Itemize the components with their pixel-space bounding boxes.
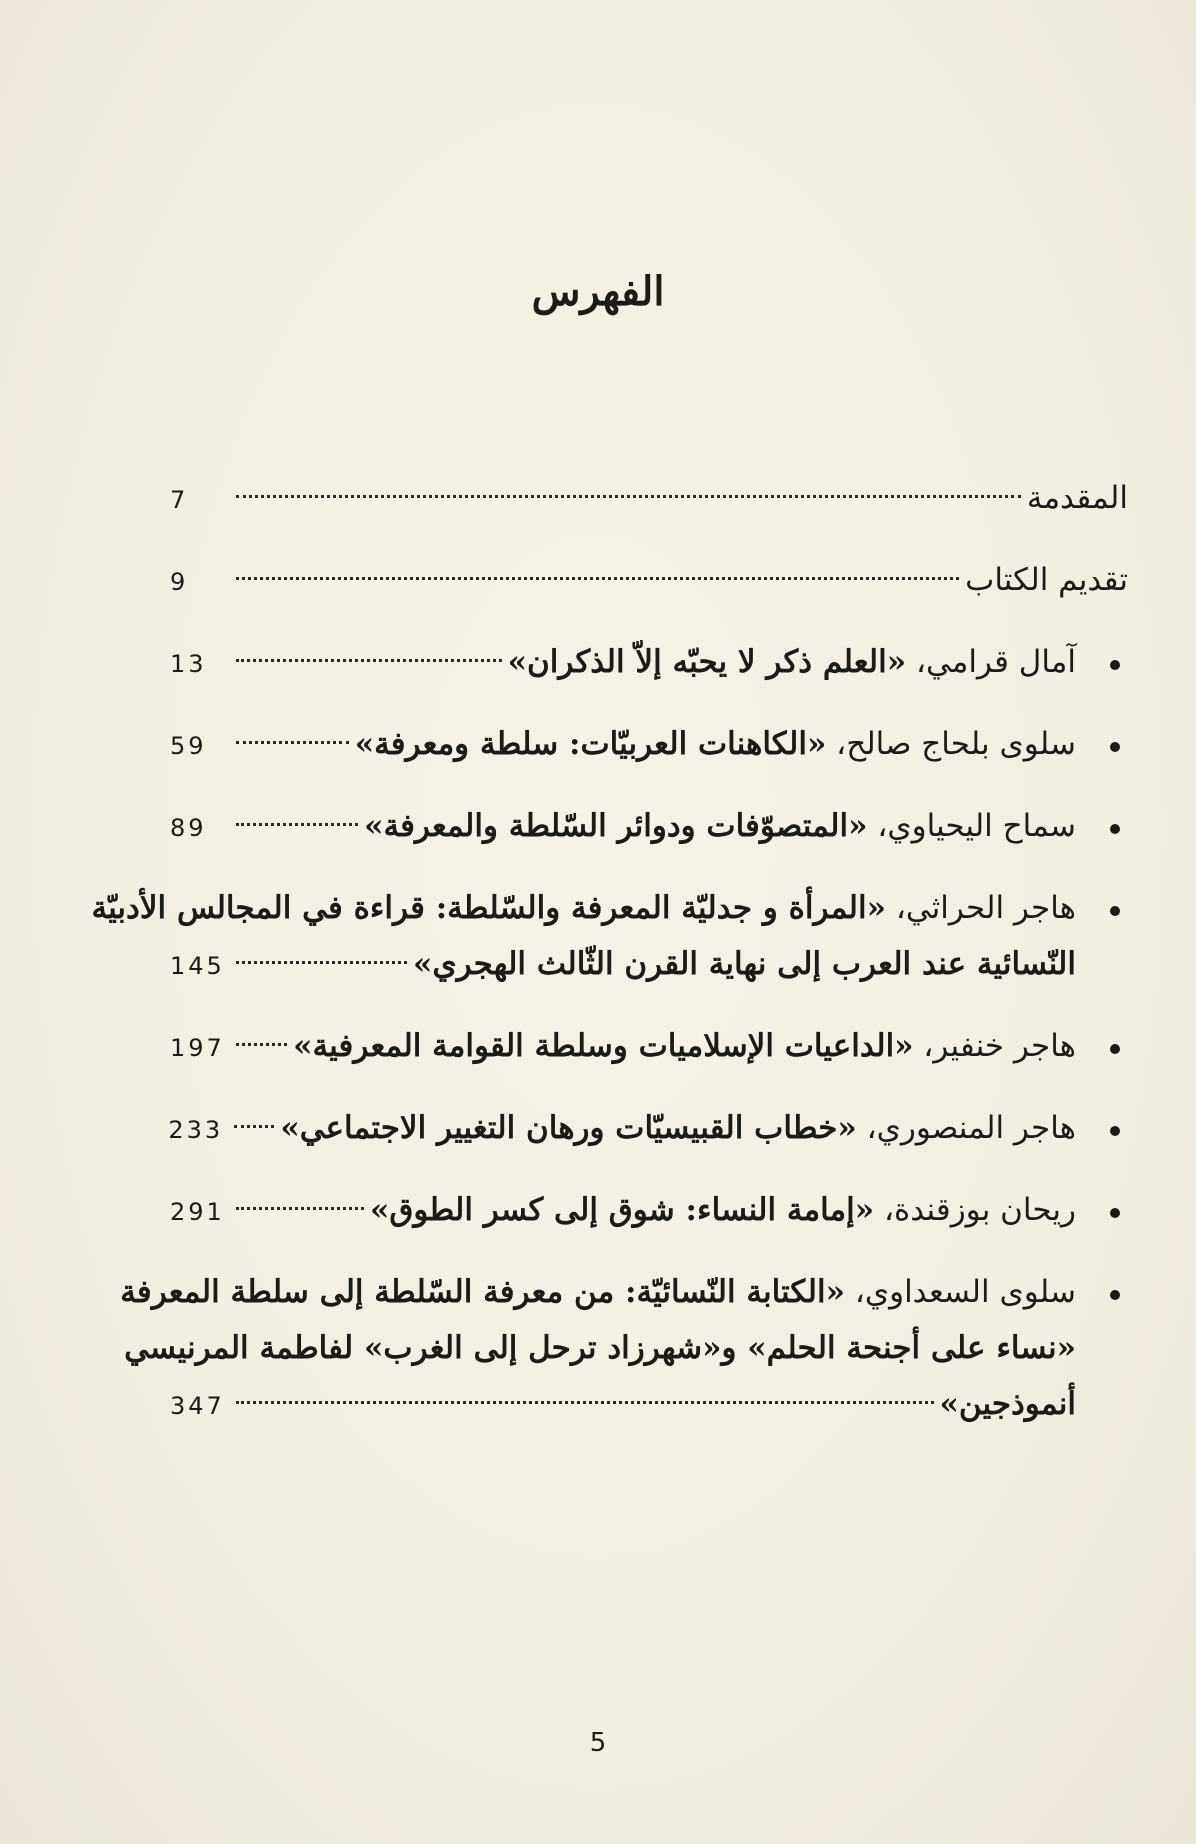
entry-title-continued: «نساء على أجنحة الحلم» و«شهرزاد ترحل إلى الغرب» لفاطمة المرنيسي bbox=[124, 1330, 1076, 1366]
toc-line bbox=[170, 552, 1128, 608]
toc-entry bbox=[170, 1018, 1128, 1074]
bullet-icon bbox=[1110, 906, 1120, 916]
entry-title: «العلم ذكر لا يحبّه إلاّ الذكران» bbox=[507, 644, 907, 680]
entry-author: هاجر الحراثي، bbox=[885, 890, 1076, 926]
entry-author: ريحان بوزقندة، bbox=[874, 1192, 1076, 1228]
toc-line bbox=[170, 716, 1076, 772]
toc-line bbox=[91, 880, 1076, 936]
page-number: 9 bbox=[170, 568, 189, 596]
toc-line bbox=[170, 1182, 1076, 1238]
dot-leader bbox=[236, 823, 358, 826]
entry-title: «الداعيات الإسلاميات وسلطة القوامة المعرفية» bbox=[293, 1028, 914, 1064]
entry-author: هاجر خنفير، bbox=[913, 1028, 1076, 1064]
page-number: 197 bbox=[170, 1034, 225, 1062]
entry-title-continued: النّسائية عند العرب إلى نهاية القرن الثّالث الهجري» bbox=[412, 946, 1076, 982]
toc-entry bbox=[170, 798, 1128, 854]
dot-leader bbox=[236, 1043, 287, 1046]
dot-leader bbox=[236, 741, 349, 744]
entry-title: «المرأة و جدليّة المعرفة والسّلطة: قراءة في المجالس الأدبيّة bbox=[91, 890, 886, 926]
toc-entry bbox=[170, 1182, 1128, 1238]
page-number: 291 bbox=[170, 1198, 225, 1226]
toc-line bbox=[120, 1264, 1076, 1320]
page-number: 59 bbox=[170, 732, 207, 760]
page-number: 89 bbox=[170, 814, 207, 842]
toc-line bbox=[124, 1320, 1076, 1376]
page-number: 347 bbox=[170, 1392, 225, 1420]
entry-title: «الكتابة النّسائيّة: من معرفة السّلطة إلى سلطة المعرفة bbox=[120, 1274, 845, 1310]
toc-entry bbox=[170, 716, 1128, 772]
toc-line bbox=[170, 1376, 1076, 1432]
page-number: 233 bbox=[168, 1116, 224, 1144]
page-number: 145 bbox=[170, 952, 225, 980]
entry-author: سلوى بلحاج صالح، bbox=[826, 726, 1076, 762]
entry-title-continued: أنموذجين» bbox=[939, 1386, 1076, 1422]
bullet-icon bbox=[1110, 1290, 1120, 1300]
toc-entry bbox=[170, 1100, 1128, 1156]
dot-leader bbox=[236, 1401, 934, 1404]
toc-line bbox=[170, 634, 1076, 690]
dot-leader bbox=[236, 659, 502, 662]
toc-entry bbox=[91, 880, 1128, 992]
bullet-icon bbox=[1110, 1208, 1120, 1218]
entry-title: «المتصوّفات ودوائر السّلطة والمعرفة» bbox=[364, 808, 868, 844]
dot-leader bbox=[234, 1125, 274, 1128]
page-number: 7 bbox=[170, 486, 189, 514]
entry-title: «إمامة النساء: شوق إلى كسر الطوق» bbox=[370, 1192, 875, 1228]
entry-author: سماح اليحياوي، bbox=[867, 808, 1076, 844]
bullet-icon bbox=[1110, 660, 1120, 670]
toc-entry bbox=[170, 470, 1128, 526]
toc-entry bbox=[170, 552, 1128, 608]
toc-line bbox=[170, 1018, 1076, 1074]
entry-author: هاجر المنصوري، bbox=[856, 1110, 1076, 1146]
dot-leader bbox=[236, 577, 959, 580]
entry-title: تقديم الكتاب bbox=[965, 562, 1128, 598]
page-folio: 5 bbox=[589, 1728, 607, 1758]
dot-leader bbox=[236, 495, 1021, 498]
bullet-icon bbox=[1110, 824, 1120, 834]
page-number: 13 bbox=[170, 650, 207, 678]
toc-entry bbox=[120, 1264, 1128, 1432]
toc-line bbox=[170, 798, 1076, 854]
bullet-icon bbox=[1110, 742, 1120, 752]
table-of-contents bbox=[91, 470, 1128, 1458]
dot-leader bbox=[236, 1207, 364, 1210]
toc-line bbox=[170, 936, 1076, 992]
entry-title: «خطاب القبيسيّات ورهان التغيير الاجتماعي» bbox=[280, 1110, 857, 1146]
bullet-icon bbox=[1110, 1126, 1120, 1136]
toc-line bbox=[170, 470, 1128, 526]
dot-leader bbox=[236, 961, 407, 964]
page-title: الفهرس bbox=[531, 268, 665, 315]
entry-title: «الكاهنات العربيّات: سلطة ومعرفة» bbox=[354, 726, 827, 762]
bullet-icon bbox=[1110, 1044, 1120, 1054]
entry-author: سلوى السعداوي، bbox=[844, 1274, 1076, 1310]
toc-line bbox=[170, 1100, 1076, 1156]
toc-entry bbox=[170, 634, 1128, 690]
entry-title: المقدمة bbox=[1026, 480, 1128, 516]
entry-author: آمال قرامي، bbox=[906, 644, 1076, 680]
